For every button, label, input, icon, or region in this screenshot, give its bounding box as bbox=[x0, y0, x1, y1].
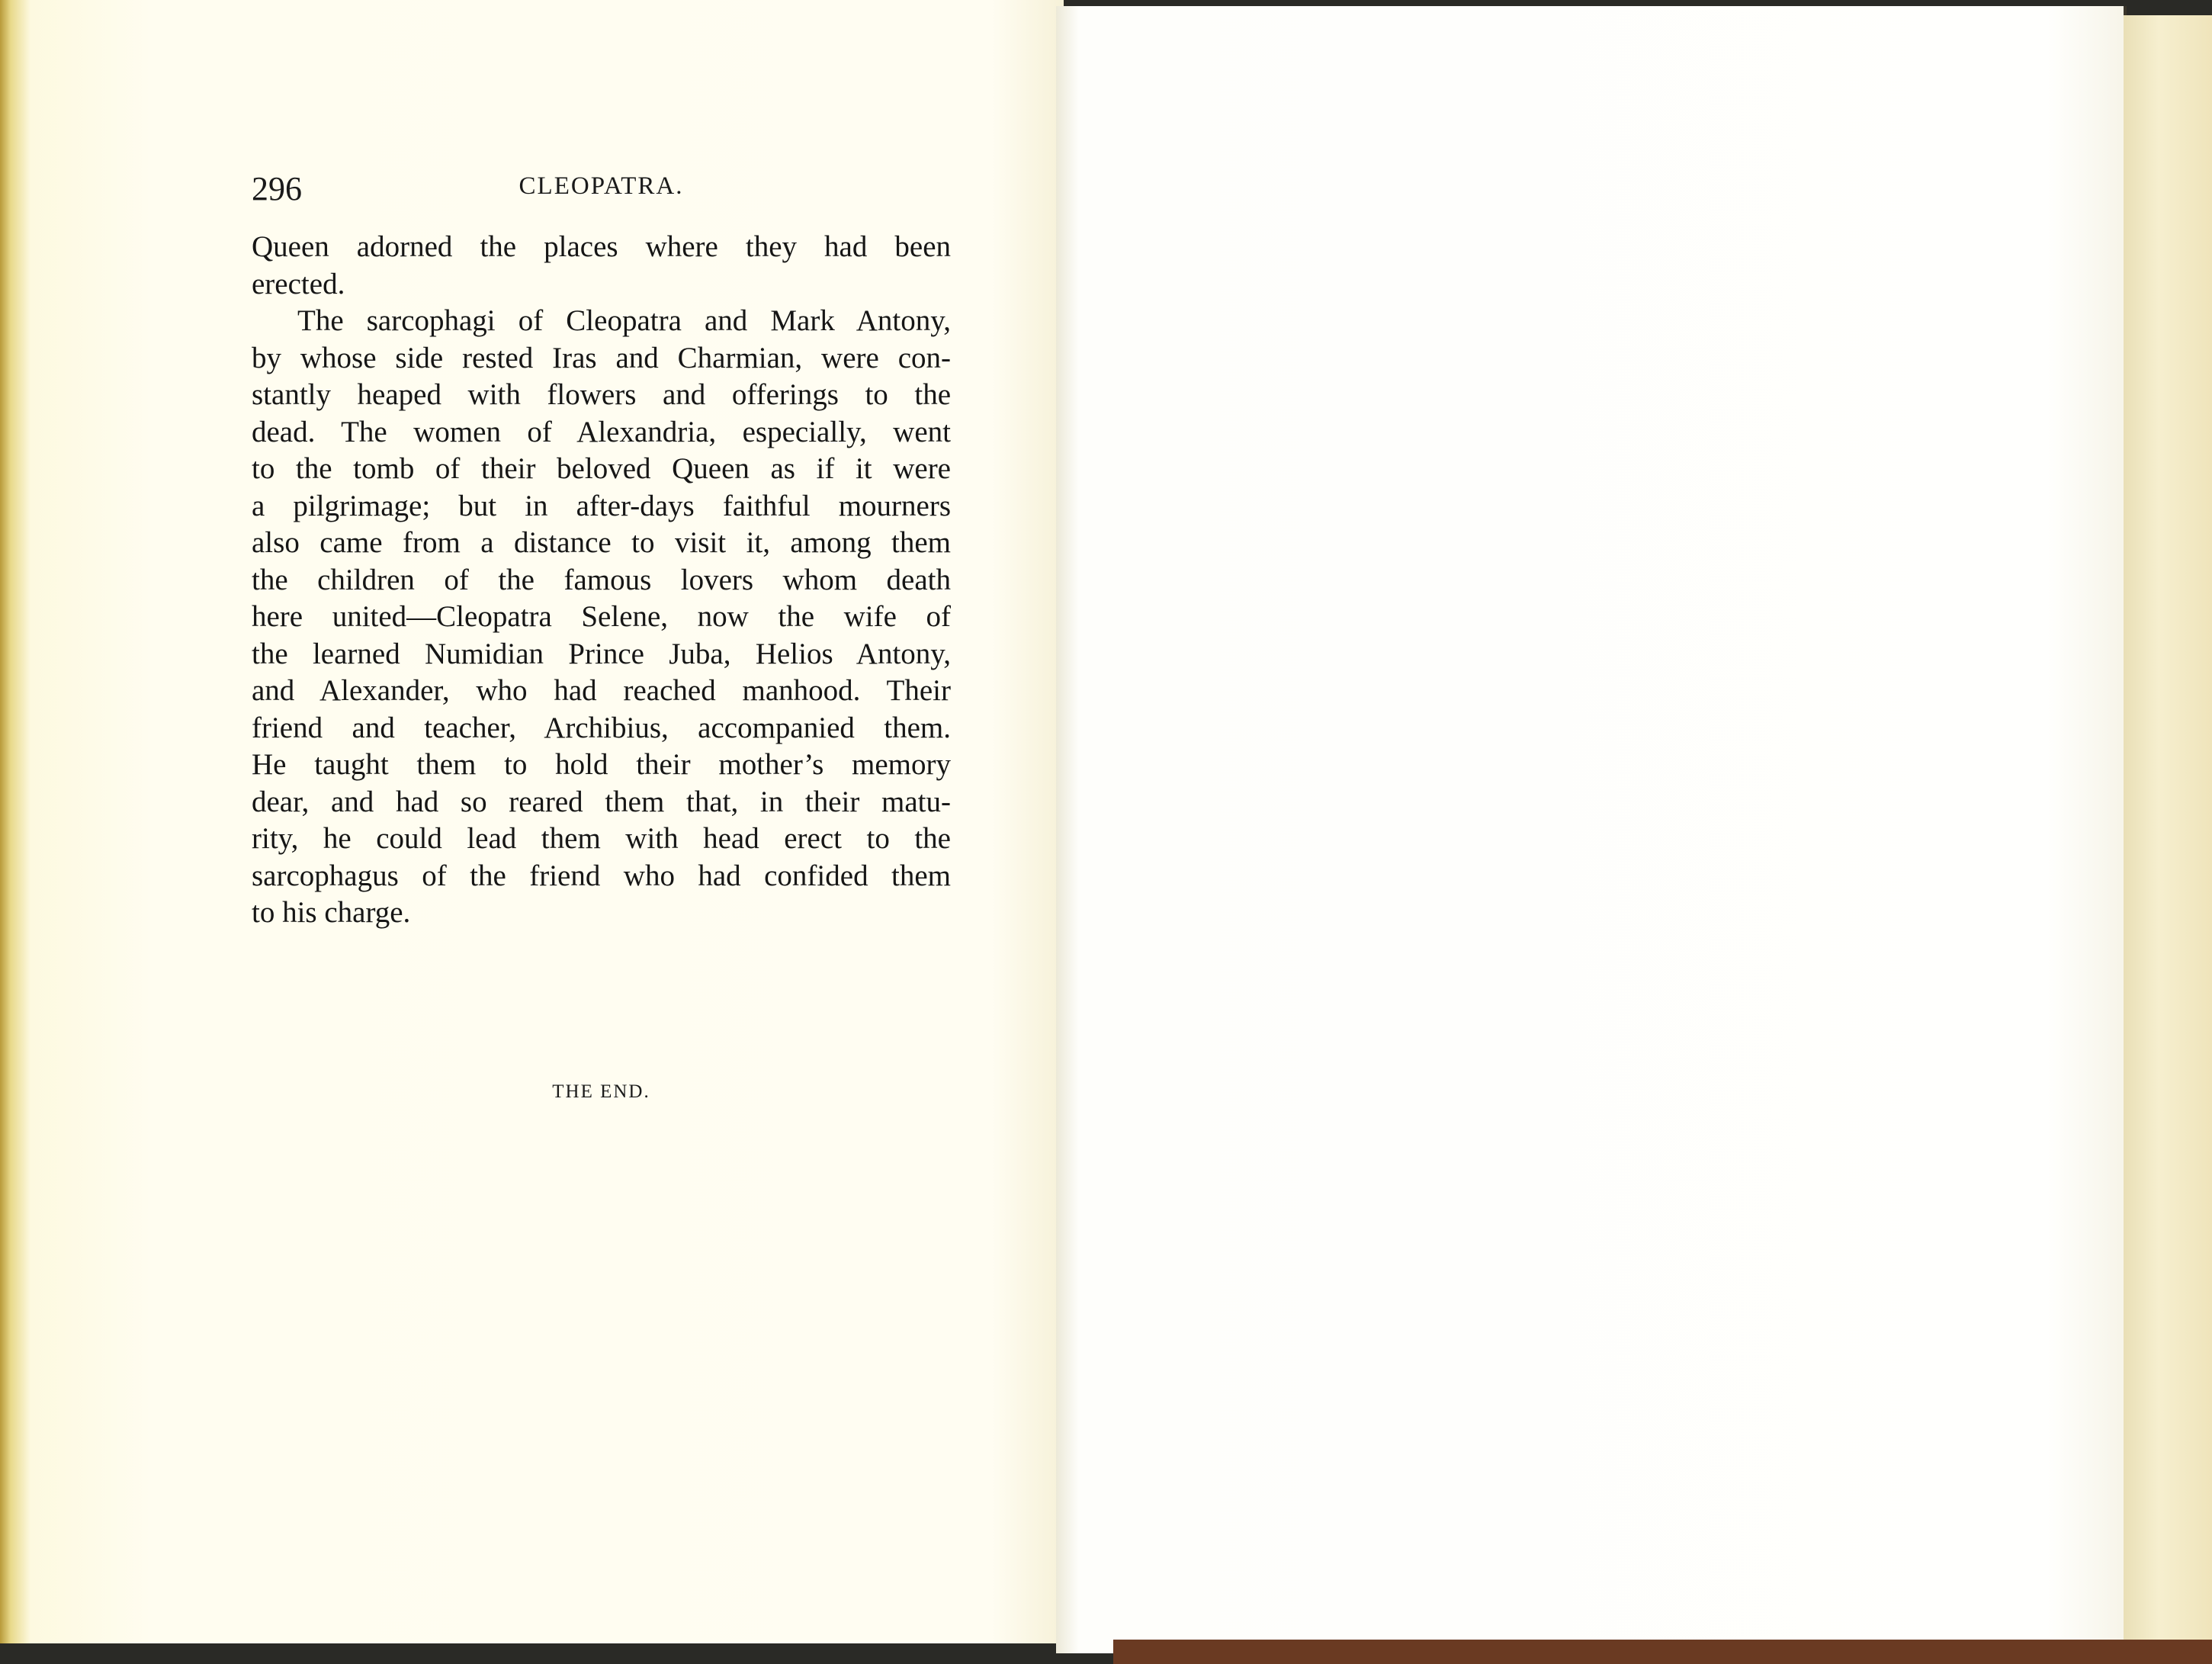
text-line: also came from a distance to visit it, among them bbox=[252, 526, 951, 559]
text-line: to the tomb of their beloved Queen as if it were bbox=[252, 452, 951, 485]
body-text bbox=[252, 229, 951, 932]
book-edge bbox=[2124, 15, 2212, 1647]
text-line: the children of the famous lovers whom death bbox=[252, 563, 951, 596]
text-line: here united—Cleopatra Selene, now the wife of bbox=[252, 600, 951, 633]
page-number: 296 bbox=[252, 170, 302, 207]
end-mark: THE END. bbox=[552, 1081, 650, 1102]
text-line: and Alexander, who had reached manhood. Their bbox=[252, 674, 951, 707]
text-line: rity, he could lead them with head erect to the bbox=[252, 822, 951, 855]
left-page bbox=[0, 0, 1064, 1643]
right-page-blank bbox=[1056, 6, 2127, 1653]
text-line: erected. bbox=[252, 267, 345, 300]
book-cover-edge bbox=[1113, 1640, 2212, 1664]
text-line: Queen adorned the places where they had been bbox=[252, 230, 951, 263]
text-line: to his charge. bbox=[252, 896, 411, 929]
text-line: stantly heaped with flowers and offerings to the bbox=[252, 378, 951, 411]
text-line: by whose side rested Iras and Charmian, were con- bbox=[252, 341, 951, 374]
text-line: He taught them to hold their mother’s memory bbox=[252, 748, 951, 781]
text-line: the learned Numidian Prince Juba, Helios Antony, bbox=[252, 637, 951, 670]
text-line: dear, and had so reared them that, in their matu- bbox=[252, 785, 951, 818]
text-line: sarcophagus of the friend who had confided them bbox=[252, 859, 951, 892]
text-line: a pilgrimage; but in after-days faithful mourners bbox=[252, 489, 951, 522]
text-line: dead. The women of Alexandria, especially, went bbox=[252, 415, 951, 448]
text-line: friend and teacher, Archibius, accompanied them. bbox=[252, 711, 951, 744]
running-head bbox=[252, 169, 951, 207]
text-line: The sarcophagi of Cleopatra and Mark Antony, bbox=[297, 304, 951, 337]
running-title: CLEOPATRA. bbox=[518, 172, 684, 200]
